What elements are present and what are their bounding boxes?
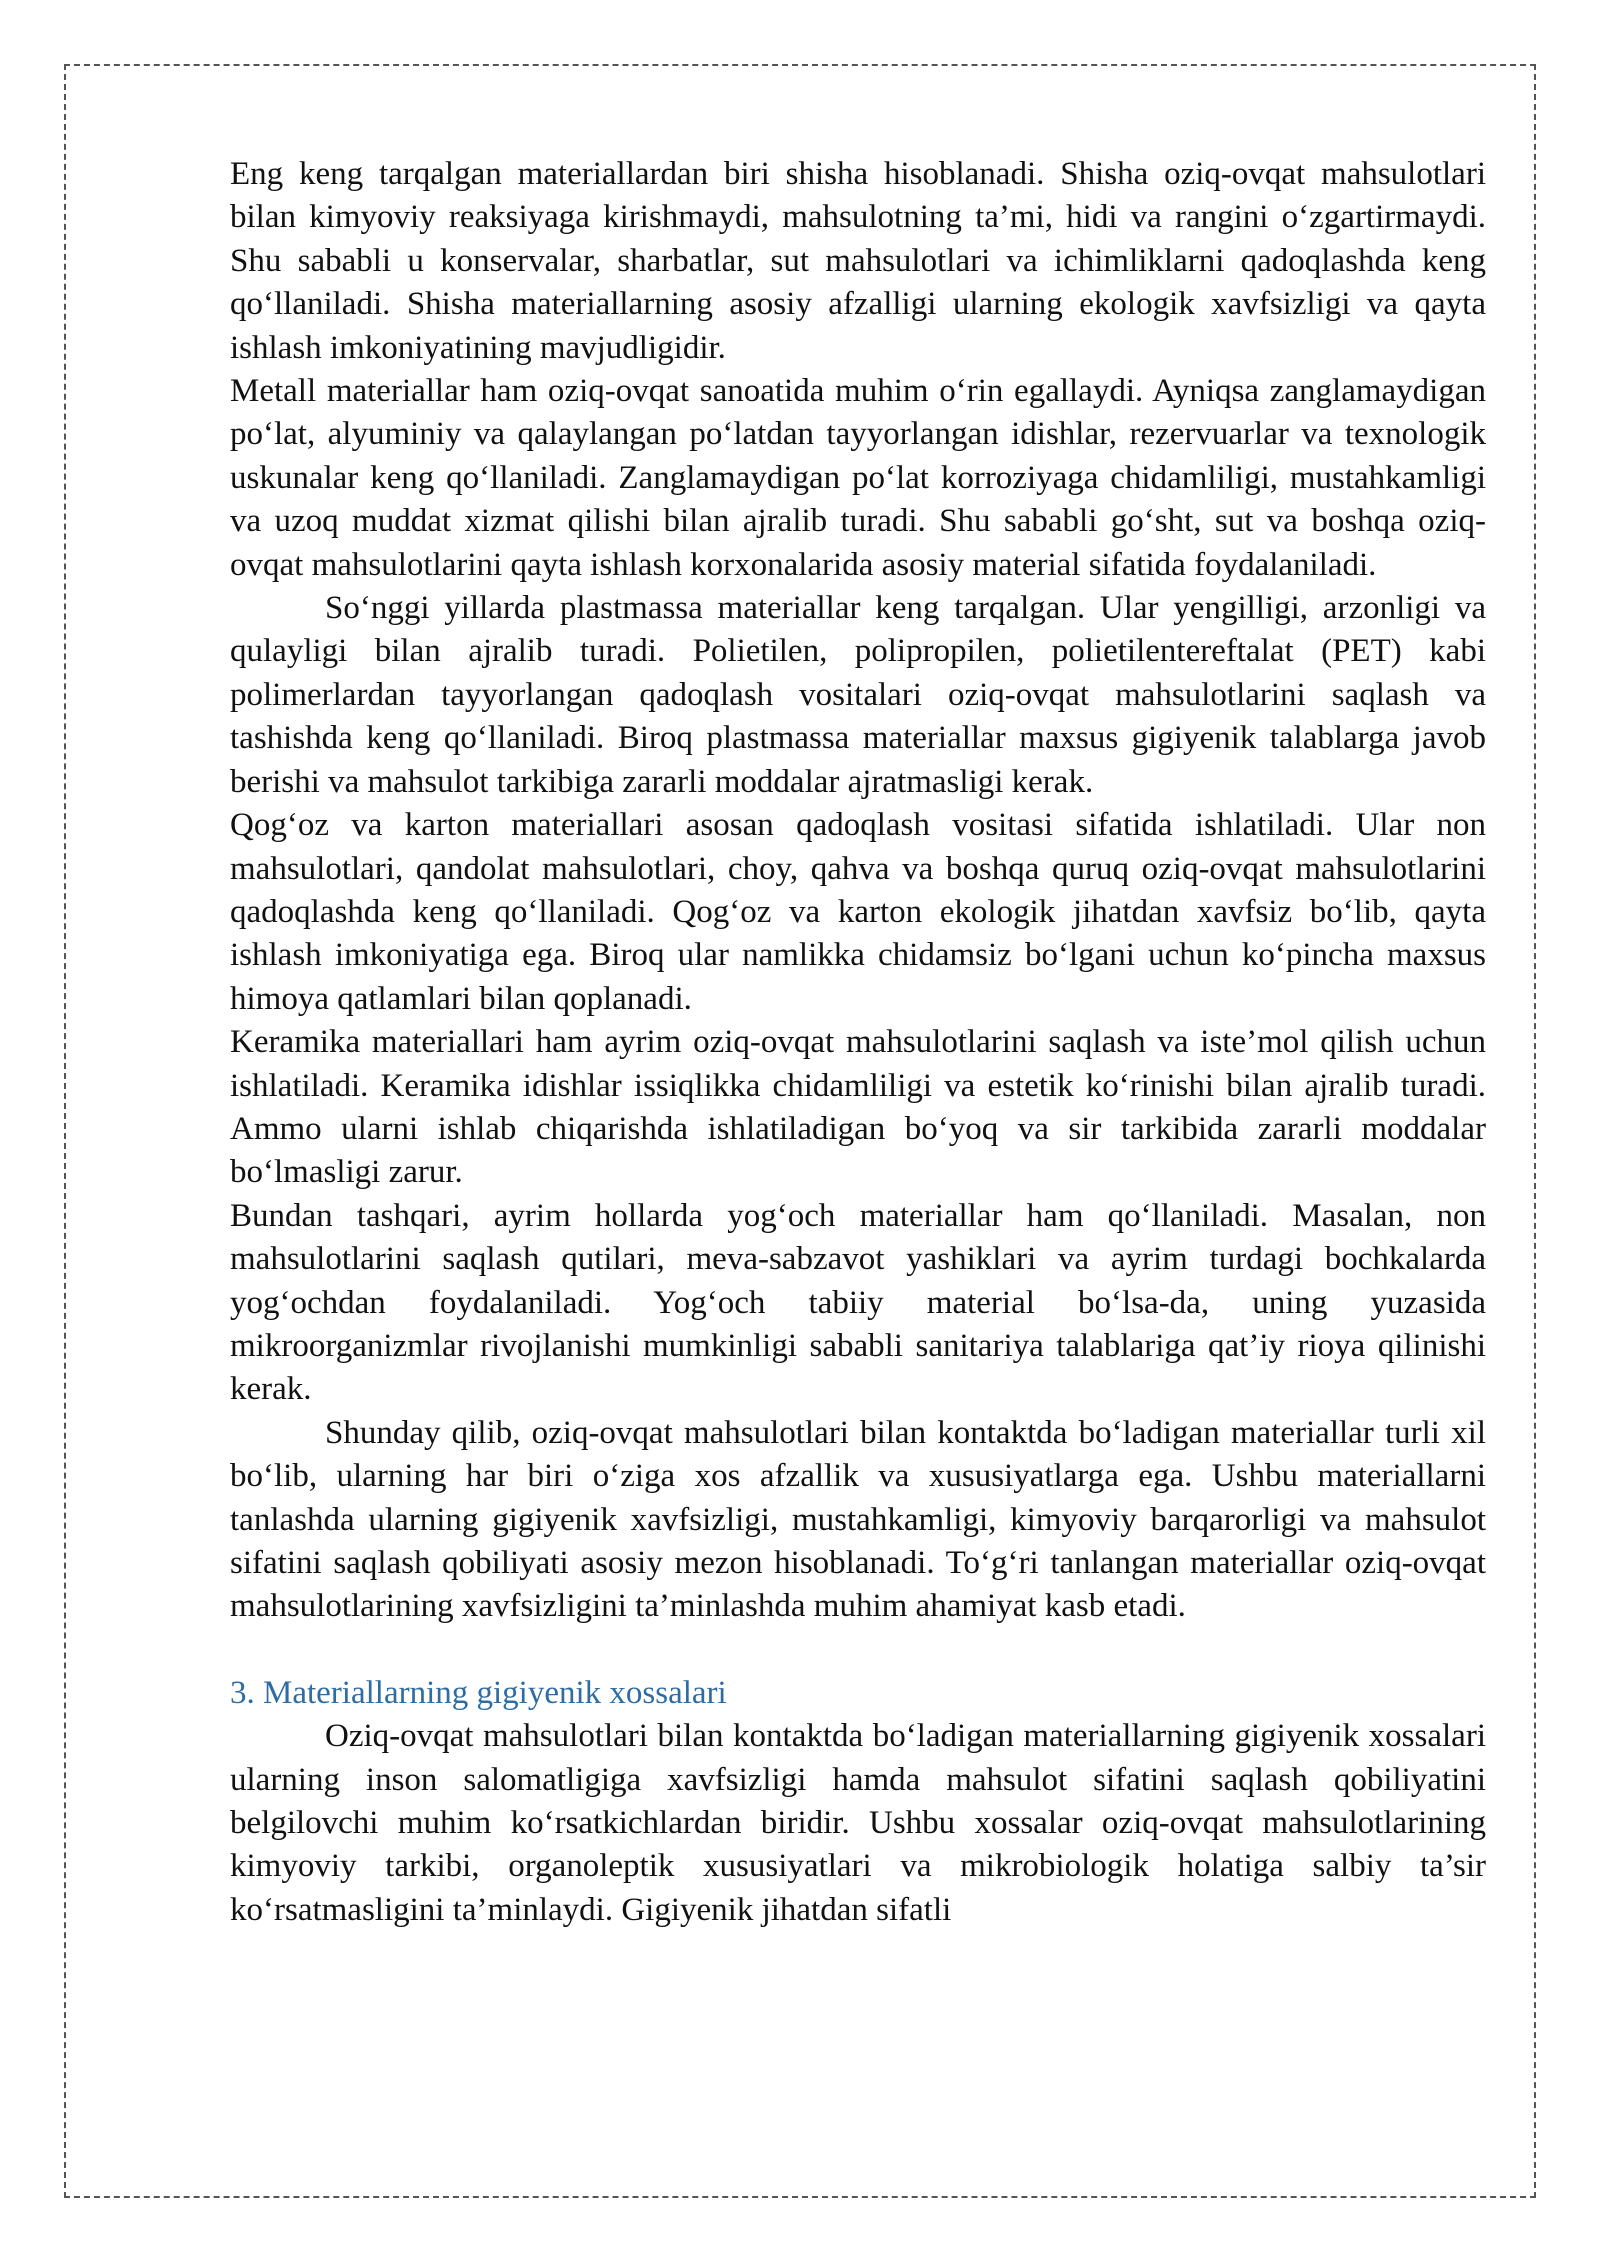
paragraph-conclusion: Shunday qilib, oziq-ovqat mahsulotlari bilan kontaktda bo‘ladigan materiallar turli xil bo‘lib, ularning har biri o‘ziga xos afzallik va xususiyatlarga ega. Ushbu materiallarni tanlashda ularning gigiyenik xavfsizligi, mustahkamligi, kimyoviy barqarorligi va mahsulot sifatini saqlash qobiliyati asosiy mezon hisoblanadi. To‘g‘ri tanlangan materiallar oziq-ovqat mahsulotlarining xavfsizligini ta’minlashda muhim ahamiyat kasb etadi.: [230, 1414, 1486, 1625]
paragraph-hygienic-properties: Oziq-ovqat mahsulotlari bilan kontaktda bo‘ladigan materiallarning gigiyenik xossalari ularning inson salomatligiga xavfsizligi hamda mahsulot sifatini saqlash qobiliyatini belgilovchi muhim ko‘rsatkichlardan biridir. Ushbu xossalar oziq-ovqat mahsulotlarining kimyoviy tarkibi, organoleptik xususiyatlari va mikrobiologik holatiga salbiy ta’sir ko‘rsatmasligini ta’minlaydi. Gigiyenik jihatdan sifatli: [230, 1718, 1486, 1928]
paragraph-paper: Qog‘oz va karton materiallari asosan qadoqlash vositasi sifatida ishlatiladi. Ular non mahsulotlari, qandolat mahsulotlari, choy, qahva va boshqa quruq oziq-ovqat mahsulotlarini qadoqlashda keng qo‘llaniladi. Qog‘oz va karton ekologik jihatdan xavfsiz bo‘lib, qayta ishlash imkoniyatiga ega. Biroq ular namlikka chidamsiz bo‘lgani uchun ko‘pincha maxsus himoya qatlamlari bilan qoplanadi.: [230, 807, 1486, 1017]
paragraph-glass: Eng keng tarqalgan materiallardan biri shisha hisoblanadi. Shisha oziq-ovqat mahsulotlari bilan kimyoviy reaksiyaga kirishmaydi, mahsulotning ta’mi, hidi va rangini o‘zgartirmaydi. Shu sababli u konservalar, sharbatlar, sut mahsulotlari va ichimliklarni qadoqlashda keng qo‘llaniladi. Shisha materiallarning asosiy afzalligi ularning ekologik xavfsizligi va qayta ishlash imkoniyatining mavjudligidir.: [230, 156, 1486, 366]
paragraph-metal: Metall materiallar ham oziq-ovqat sanoatida muhim o‘rin egallaydi. Ayniqsa zanglamaydigan po‘lat, alyuminiy va qalaylangan po‘latdan tayyorlangan idishlar, rezervuarlar va texnologik uskunalar keng qo‘llaniladi. Zanglamaydigan po‘lat korroziyaga chidamliligi, mustahkamligi va uzoq muddat xizmat qilishi bilan ajralib turadi. Shu sababli go‘sht, sut va boshqa oziq-ovqat mahsulotlarini qayta ishlash korxonalarida asosiy material sifatida foydalaniladi.: [230, 373, 1486, 583]
paragraph-wood: Bundan tashqari, ayrim hollarda yog‘och materiallar ham qo‘llaniladi. Masalan, non mahsulotlarini saqlash qutilari, meva-sabzavot yashiklari va ayrim turdagi bochkalarda yog‘ochdan foydalaniladi. Yog‘och tabiiy material bo‘lsa-da, uning yuzasida mikroorganizmlar rivojlanishi mumkinligi sababli sanitariya talablariga qat’iy rioya qilinishi kerak.: [230, 1197, 1486, 1408]
paragraph-plastic: So‘nggi yillarda plastmassa materiallar keng tarqalgan. Ular yengilligi, arzonligi va qulayligi bilan ajralib turadi. Polietilen, polipropilen, polietilentereftalat (PET) kabi polimerlardan tayyorlangan qadoqlash vositalari oziq-ovqat mahsulotlarini saqlash va tashishda keng qo‘llaniladi. Biroq plastmassa materiallar maxsus gigiyenik talablarga javob berishi va mahsulot tarkibiga zararli moddalar ajratmasligi kerak.: [230, 590, 1486, 800]
section-heading: 3. Materiallarning gigiyenik xossalari: [230, 1674, 727, 1711]
paragraph-ceramic: Keramika materiallari ham ayrim oziq-ovqat mahsulotlarini saqlash va iste’mol qilish uchun ishlatiladi. Keramika idishlar issiqlikka chidamliligi va estetik ko‘rinishi bilan ajralib turadi. Ammo ularni ishlab chiqarishda ishlatiladigan bo‘yoq va sir tarkibida zararli moddalar bo‘lmasligi zarur.: [230, 1024, 1486, 1191]
document-body: [230, 153, 1486, 1932]
